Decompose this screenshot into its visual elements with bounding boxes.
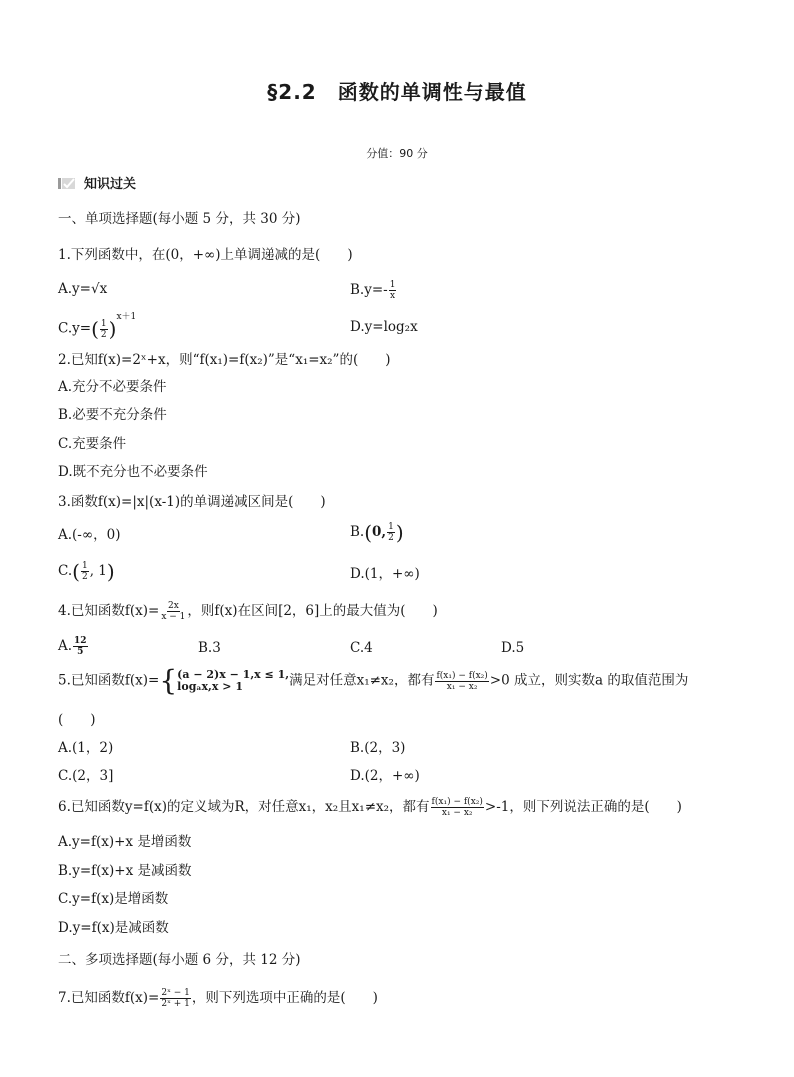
q6-option-d: D.y=f(x)是减函数 [58, 920, 169, 936]
checklist-icon [58, 176, 76, 190]
q6-option-a: A.y=f(x)+x 是增函数 [58, 834, 192, 850]
q3-option-b: B.(0, $\frac{1}{2}$ ) [350, 520, 404, 545]
q3-stem: 3.函数f(x)=|x|(x-1)的单调递减区间是( ) [58, 494, 326, 510]
q5-option-c: C.(2，3] [58, 768, 114, 784]
q5-option-d: D.(2，+∞) [350, 768, 420, 784]
score-label: 分值：90 分 [366, 147, 428, 160]
q3-option-c: C.( $\frac{1}{2}$ , 1) [58, 559, 115, 584]
q1-stem: 1.下列函数中，在(0，+∞)上单调递减的是( ) [58, 247, 353, 263]
q5-option-a: A.(1，2) [58, 740, 114, 756]
part1-heading: 一、单项选择题(每小题 5 分，共 30 分) [58, 211, 301, 227]
q4-option-a: A. $\frac{12}{5}$ [58, 636, 87, 657]
q2-option-d: D.既不充分也不必要条件 [58, 464, 208, 480]
q2-option-a: A.充分不必要条件 [58, 379, 167, 395]
q6-option-b: B.y=f(x)+x 是减函数 [58, 863, 192, 879]
q6-option-c: C.y=f(x)是增函数 [58, 891, 169, 907]
q5-option-b: B.(2，3) [350, 740, 406, 756]
q2-option-c: C.充要条件 [58, 436, 127, 452]
q2-option-b: B.必要不充分条件 [58, 407, 167, 423]
q7-stem: 7.已知函数f(x)= $\frac{\text{2ˣ − 1}}{\text{2ˣ + 1}}$ ，则下列选项中正确的是( ) [58, 988, 378, 1009]
q1-option-c: C.y=( $\frac{1}{2}$ )$^{x+1}$ [58, 312, 137, 341]
q1-option-b: B.y=- $\frac{1}{x}$ [350, 280, 396, 301]
q4-option-d: D.5 [501, 640, 525, 656]
q5-stem: 5.已知函数f(x)={ (a − 2)x − 1,x ≤ 1, logₐx,x > 1 满足对任意x₁≠x₂，都有 $\frac{\text{f(x₁) − f(x₂)}}{\text{x₁ − x₂}}$ >0 成立，则实数a 的取值范围为 [58, 664, 689, 697]
page-title: §2.2 函数的单调性与最值 [267, 80, 527, 104]
q6-stem: 6.已知函数y=f(x)的定义域为R，对任意x₁，x₂且x₁≠x₂，都有 $\frac{\text{f(x₁) − f(x₂)}}{\text{x₁ − x₂}}$ >-1，则下列说法正确的是( ) [58, 797, 682, 818]
q4-stem: 4.已知函数f(x)= $\frac{2x}{x - 1}$ ，则f(x)在区间[2，6]上的最大值为( ) [58, 601, 438, 622]
section-title: 知识过关 [84, 177, 137, 192]
q3-option-d: D.(1，+∞) [350, 566, 420, 582]
section-header [58, 173, 136, 192]
q4-option-b: B.3 [198, 640, 221, 656]
part2-heading: 二、多项选择题(每小题 6 分，共 12 分) [58, 952, 301, 968]
q1-option-a: A.y=√x [58, 281, 108, 297]
q1-option-d: D.y=log₂x [350, 319, 418, 335]
q4-option-c: C.4 [350, 640, 373, 656]
q3-option-a: A.(-∞，0) [58, 527, 121, 543]
q5-answer-blank: ( ) [58, 712, 96, 728]
q2-stem: 2.已知f(x)=2ˣ+x，则“f(x₁)=f(x₂)”是“x₁=x₂”的( ) [58, 352, 391, 368]
